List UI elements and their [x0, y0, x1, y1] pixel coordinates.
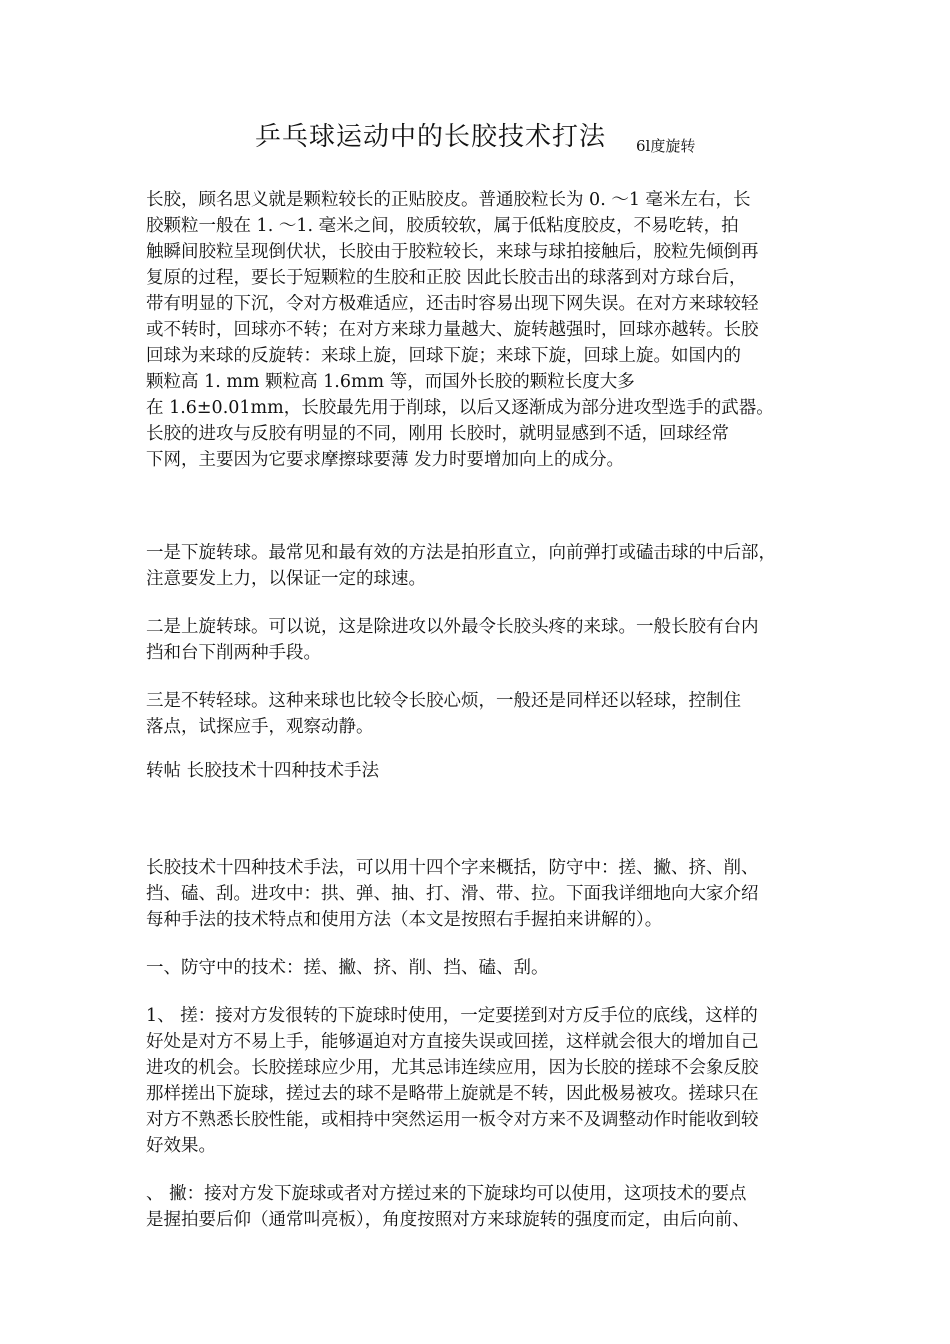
- intro-line: 胶颗粒一般在 1. ～1. 毫米之间，胶质较软，属于低粘度胶皮，不易吃转，拍: [146, 216, 739, 236]
- intro-line: 颗粒高 1. mm 颗粒高 1.6mm 等，而国外长胶的颗粒长度大多: [146, 372, 635, 392]
- intro-line: 在 1.6±0.01mm，长胶最先用于削球，以后又逐渐成为部分进攻型选手的武器。: [146, 398, 774, 418]
- paragraph-line: 挡、磕、刮。进攻中：拱、弹、抽、打、滑、带、拉。下面我详细地向大家介绍: [146, 884, 759, 904]
- paragraph-line: 、 撇：接对方发下旋球或者对方搓过来的下旋球均可以使用，这项技术的要点: [146, 1184, 747, 1204]
- paragraph-line: 进攻的机会。长胶搓球应少用，尤其忌讳连续应用，因为长胶的搓球不会象反胶: [146, 1058, 759, 1078]
- section-heading: 一、防守中的技术：搓、撇、挤、削、挡、磕、刮。: [146, 958, 549, 978]
- paragraph-line: 那样搓出下旋球，搓过去的球不是略带上旋就是不转，因此极易被攻。搓球只在: [146, 1084, 759, 1104]
- intro-line: 带有明显的下沉，令对方极难适应，还击时容易出现下网失误。在对方来球较轻: [146, 294, 759, 314]
- paragraph-line: 每种手法的技术特点和使用方法（本文是按照右手握拍来讲解的）。: [146, 910, 663, 930]
- repost-heading: 转帖 长胶技术十四种技术手法: [146, 761, 380, 781]
- paragraph-line: 二是上旋转球。可以说，这是除进攻以外最令长胶头疼的来球。一般长胶有台内: [146, 617, 759, 637]
- paragraph-line: 一是下旋转球。最常见和最有效的方法是拍形直立，向前弹打或磕击球的中后部，: [146, 543, 776, 563]
- paragraph-line: 好效果。: [146, 1136, 216, 1156]
- intro-line: 或不转时，回球亦不转；在对方来球力量越大、旋转越强时，回球亦越转。长胶: [146, 320, 759, 340]
- paragraph-line: 三是不转轻球。这种来球也比较令长胶心烦，一般还是同样还以轻球，控制住: [146, 691, 741, 711]
- paragraph-line: 注意要发上力，以保证一定的球速。: [146, 569, 426, 589]
- paragraph-line: 是握拍要后仰（通常叫亮板），角度按照对方来球旋转的强度而定，由后向前、: [146, 1210, 750, 1230]
- intro-line: 触瞬间胶粒呈现倒伏状，长胶由于胶粒较长，来球与球拍接触后，胶粒先倾倒再: [146, 242, 759, 262]
- intro-line: 回球为来球的反旋转：来球上旋，回球下旋；来球下旋，回球上旋。如国内的: [146, 346, 741, 366]
- paragraph-line: 对方不熟悉长胶性能，或相持中突然运用一板令对方来不及调整动作时能收到较: [146, 1110, 759, 1130]
- intro-line: 复原的过程，要长于短颗粒的生胶和正胶 因此长胶击出的球落到对方球台后，: [146, 268, 747, 288]
- paragraph-line: 长胶技术十四种技术手法，可以用十四个字来概括，防守中：搓、撇、挤、削、: [146, 858, 759, 878]
- intro-line: 长胶，顾名思义就是颗粒较长的正贴胶皮。普通胶粒长为 0. ～1 毫米左右，长: [146, 190, 751, 210]
- paragraph-line: 落点，试探应手，观察动静。: [146, 717, 374, 737]
- paragraph-line: 1、 搓：接对方发很转的下旋球时使用，一定要搓到对方反手位的底线，这样的: [146, 1006, 758, 1026]
- paragraph-line: 挡和台下削两种手段。: [146, 643, 321, 663]
- document-title: 乒乓球运动中的长胶技术打法: [255, 122, 607, 152]
- title-note: 6l度旋转: [636, 137, 696, 155]
- intro-line: 长胶的进攻与反胶有明显的不同，刚用 长胶时，就明显感到不适，回球经常: [146, 424, 730, 444]
- paragraph-line: 好处是对方不易上手，能够逼迫对方直接失误或回搓，这样就会很大的增加自己: [146, 1032, 759, 1052]
- intro-line: 下网，主要因为它要求摩擦球要薄 发力时要增加向上的成分。: [146, 450, 625, 470]
